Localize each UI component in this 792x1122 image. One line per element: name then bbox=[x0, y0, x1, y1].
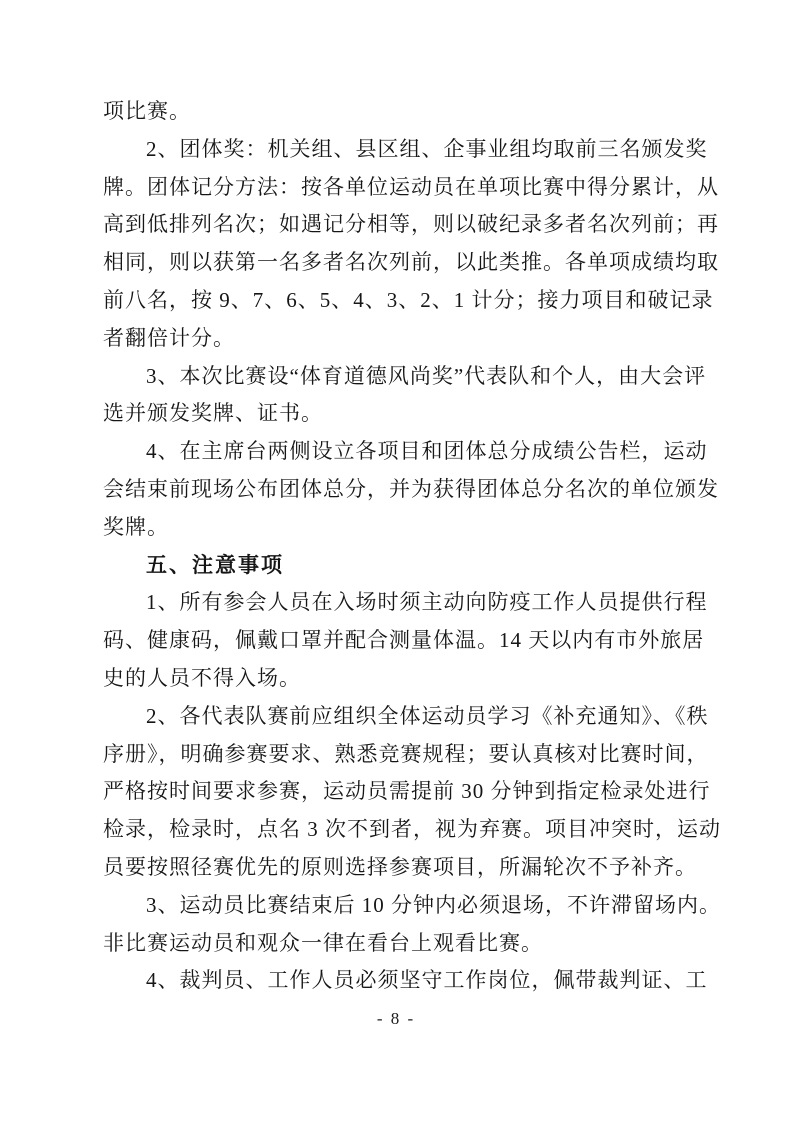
paragraph-line: 2、各代表队赛前应组织全体运动员学习《补充通知》、《秩 bbox=[146, 703, 709, 728]
paragraph-line: 3、本次比赛设“体育道德风尚奖”代表队和个人，由大会评 bbox=[146, 363, 707, 388]
paragraph-line: 员要按照径赛优先的原则选择参赛项目，所漏轮次不予补齐。 bbox=[103, 854, 697, 879]
paragraph-line: 序册》，明确参赛要求、熟悉竞赛规程；要认真核对比赛时间， bbox=[103, 741, 709, 766]
paragraph-line: 史的人员不得入场。 bbox=[103, 665, 301, 690]
paragraph-line: 3、运动员比赛结束后 10 分钟内必须退场，不许滞留场内。 bbox=[146, 892, 721, 917]
paragraph-line: 会结束前现场公布团体总分，并为获得团体总分名次的单位颁发 bbox=[103, 476, 719, 501]
paragraph-line: 非比赛运动员和观众一律在看台上观看比赛。 bbox=[103, 930, 543, 955]
paragraph-line: 相同，则以获第一名多者名次列前，以此类推。各单项成绩均取 bbox=[103, 250, 719, 275]
paragraph-line: 码、健康码，佩戴口罩并配合测量体温。14 天以内有市外旅居 bbox=[103, 628, 705, 653]
paragraph-line: 4、在主席台两侧设立各项目和团体总分成绩公告栏，运动 bbox=[146, 439, 708, 464]
paragraph-line: 严格按时间要求参赛，运动员需提前 30 分钟到指定检录处进行 bbox=[103, 779, 711, 804]
paragraph-line: 4、裁判员、工作人员必须坚守工作岗位，佩带裁判证、工 bbox=[146, 968, 708, 993]
paragraph-line: 者翻倍计分。 bbox=[103, 325, 235, 350]
paragraph-line: 选并颁发奖牌、证书。 bbox=[103, 401, 323, 426]
paragraph-line: 检录，检录时，点名 3 次不到者，视为弃赛。项目冲突时，运动 bbox=[103, 817, 721, 842]
page-number: - 8 - bbox=[376, 1009, 416, 1028]
paragraph-line: 1、所有参会人员在入场时须主动向防疫工作人员提供行程 bbox=[146, 590, 708, 615]
paragraph-line: 牌。团体记分方法：按各单位运动员在单项比赛中得分累计，从 bbox=[103, 174, 719, 199]
paragraph-line: 前八名，按 9、7、6、5、4、3、2、1 计分；接力项目和破记录 bbox=[103, 287, 714, 312]
paragraph-line: 项比赛。 bbox=[103, 99, 191, 123]
section-heading: 五、注意事项 bbox=[146, 553, 284, 577]
paragraph-line: 高到低排列名次；如遇记分相等，则以破纪录多者名次列前；再 bbox=[103, 212, 719, 237]
text-block bbox=[103, 93, 721, 1000]
paragraph-line: 2、团体奖：机关组、县区组、企事业组均取前三名颁发奖 bbox=[146, 136, 708, 161]
paragraph-line: 奖牌。 bbox=[103, 514, 169, 539]
